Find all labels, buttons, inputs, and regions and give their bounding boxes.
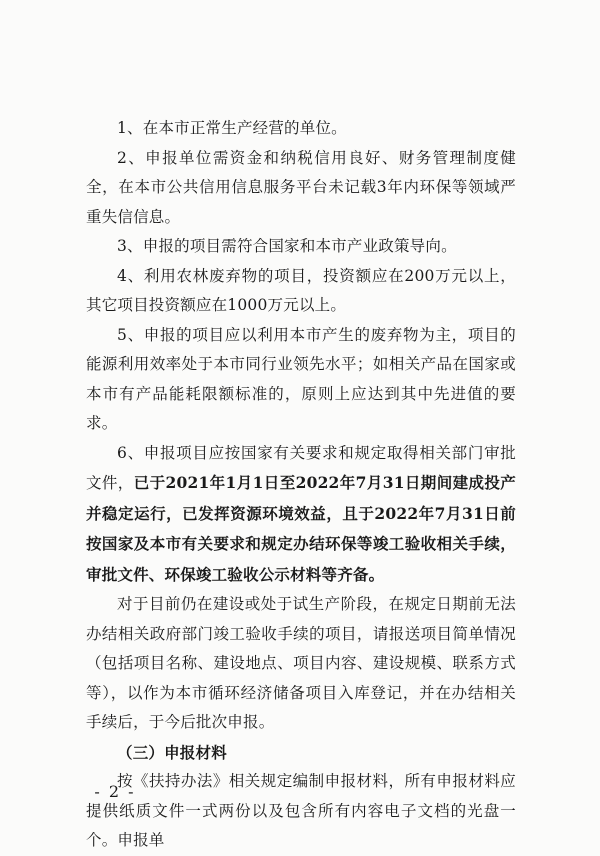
paragraph-6-bold: 已于2021年1月1日至2022年7月31日期间建成投产并稳定运行，已发挥资源环境效益，且于2022年7月31日前按国家及本市有关要求和规定办结环保等竣工验收相关手续，审批文件、环保竣工验收公示材料等齐备。 <box>86 473 516 584</box>
paragraph-5: 5、申报的项目应以利用本市产生的废弃物为主，项目的能源利用效率处于本市同行业领先水平；如相关产品在国家或本市有产品能耗限额标准的，原则上应达到其中先进值的要求。 <box>86 325 516 432</box>
document-body <box>86 114 516 856</box>
page-number-container <box>0 782 600 801</box>
paragraph-8: 按《扶持办法》相关规定编制申报材料，所有申报材料应提供纸质文件一式两份以及包含所有内容电子文档的光盘一个。申报单 <box>86 772 516 849</box>
paragraph-2: 2、申报单位需资金和纳税信用良好、财务管理制度健全，在本市公共信用信息服务平台未记载3年内环保等领域严重失信信息。 <box>86 148 516 226</box>
paragraph-3: 3、申报的项目需符合国家和本市产业政策导向。 <box>117 237 457 255</box>
page-number: - 2 - <box>94 782 136 801</box>
paragraph-4: 4、利用农林废弃物的项目，投资额应在200万元以上，其它项目投资额应在1000万元以上。 <box>86 266 516 314</box>
paragraph-1: 1、在本市正常生产经营的单位。 <box>117 119 347 137</box>
paragraph-6 <box>86 439 516 591</box>
section-heading: （三）申报材料 <box>117 742 227 762</box>
paragraph-7: 对于目前仍在建设或处于试生产阶段，在规定日期前无法办结相关政府部门竣工验收手续的项目，请报送项目简单情况（包括项目名称、建设地点、项目内容、建设规模、联系方式等），以作为本市循环经济储备项目入库登记，并在办结相关手续后，于今后批次申报。 <box>86 595 516 731</box>
paragraph-6-normal: 6、申报项目应按国家有关要求和规定取得相关部门审批文件， <box>86 443 516 492</box>
